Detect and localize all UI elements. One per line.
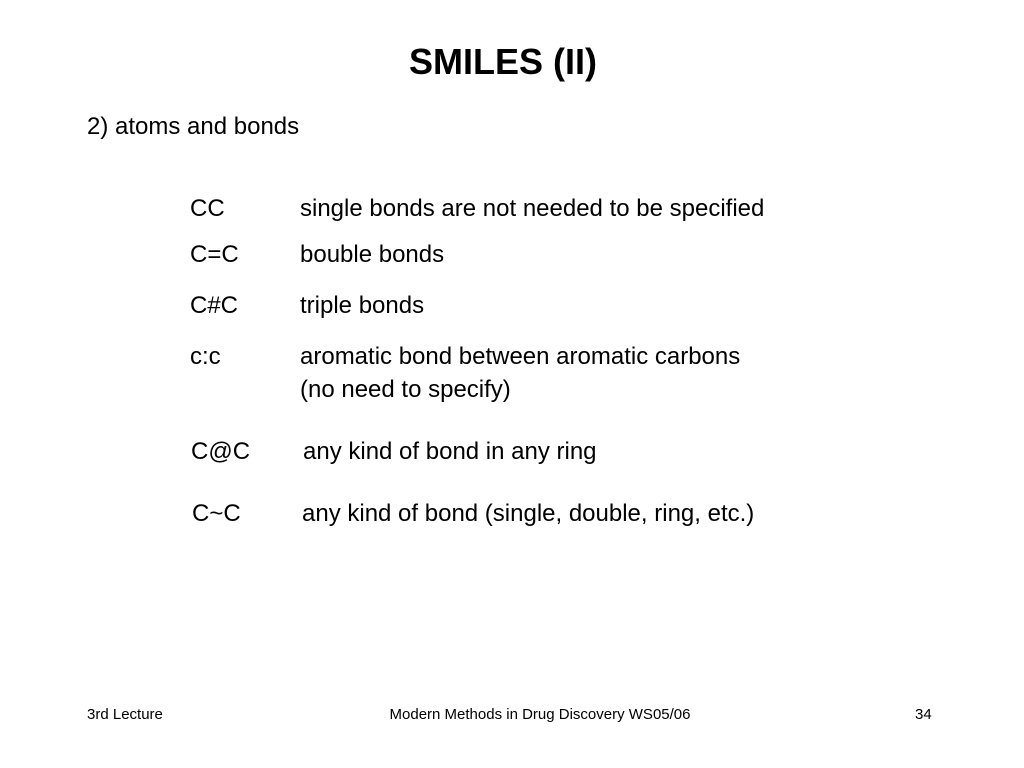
section-subheading: 2) atoms and bonds xyxy=(87,113,300,140)
bond-description: single bonds are not needed to be specified xyxy=(300,195,765,222)
smiles-code: CC xyxy=(190,195,225,222)
bond-description-line1: aromatic bond between aromatic carbons xyxy=(300,343,741,370)
page-number: 34 xyxy=(915,706,932,723)
bond-description: triple bonds xyxy=(300,292,425,319)
bond-description: any kind of bond (single, double, ring, etc.) xyxy=(302,500,755,527)
slide-title: SMILES (II) xyxy=(409,41,597,82)
bond-description xyxy=(300,340,740,406)
smiles-code: c:c xyxy=(190,343,221,370)
smiles-code: C@C xyxy=(191,438,251,465)
bond-description: bouble bonds xyxy=(300,241,445,268)
bond-description-line2: (no need to specify) xyxy=(300,376,511,403)
smiles-code: C=C xyxy=(190,241,239,268)
smiles-code: C#C xyxy=(190,292,239,319)
smiles-code: C~C xyxy=(192,500,241,527)
footer-course-title: Modern Methods in Drug Discovery WS05/06 xyxy=(389,706,691,723)
footer-lecture-label: 3rd Lecture xyxy=(87,706,163,723)
bond-description: any kind of bond in any ring xyxy=(303,438,597,465)
